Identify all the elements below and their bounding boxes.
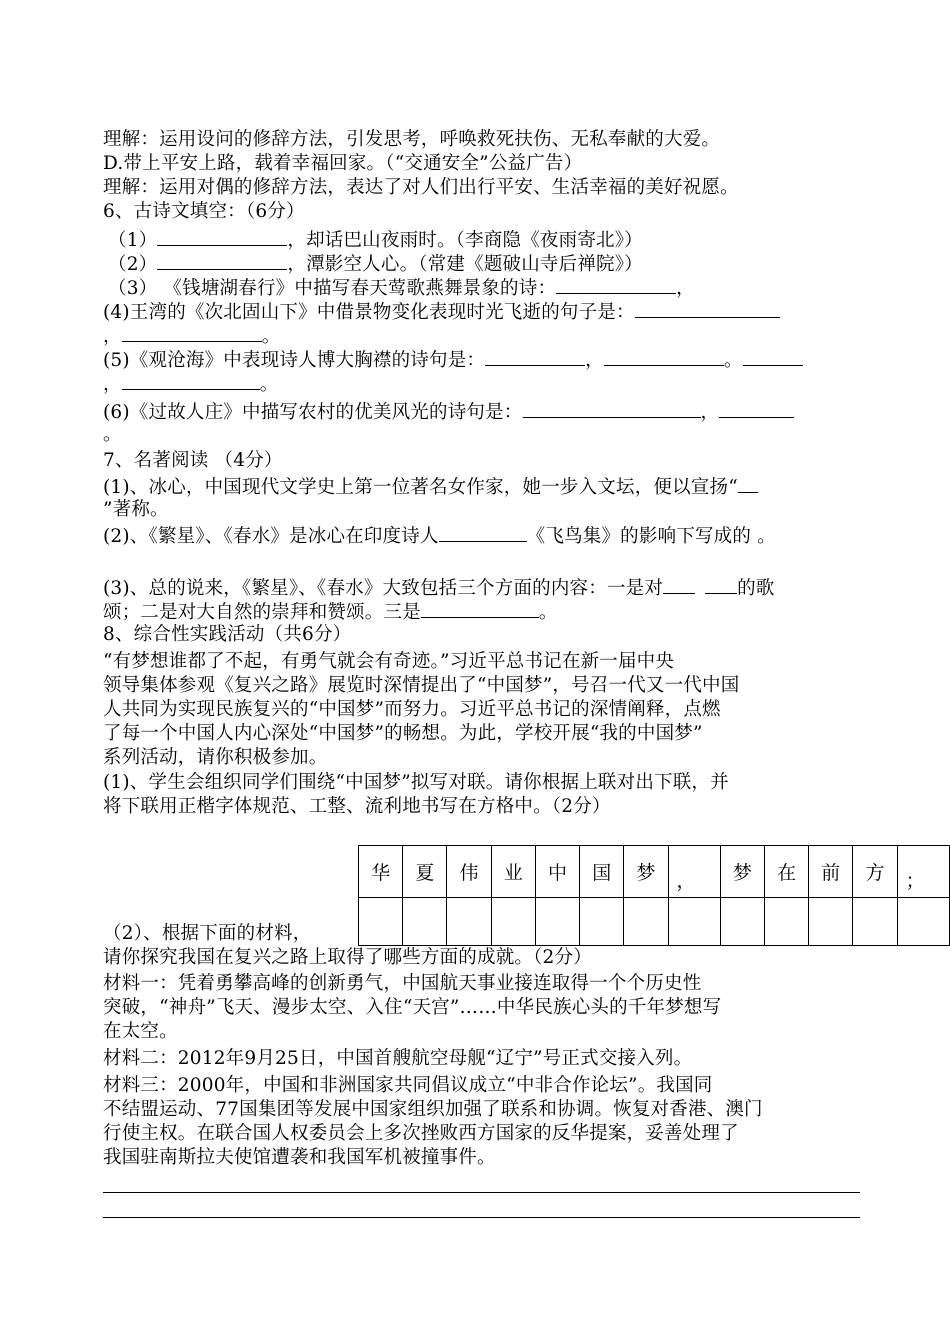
q7-3 [103,575,774,601]
comma: ， [103,326,122,347]
q8-1-cont: 将下联用正楷字体规范、工整、流利地书写在方格中。（2分） [103,796,611,817]
comma: ， [585,350,604,371]
q8-paragraph-line: 了每一个中国人内心深处“中国梦”的畅想。为此，学校开展“我的中国梦” [103,723,703,744]
q8-paragraph-line: 系列活动，请你积极参加。 [103,747,328,768]
q8-title: 8、综合性实践活动（共6分） [103,624,352,645]
blank[interactable] [556,275,676,294]
material-line: 行使主权。在联合国人权委员会上多次挫败西方国家的反华提案，妥善处理了 [103,1123,739,1144]
blank[interactable] [663,575,695,594]
q7-1-text: (1)、冰心，中国现代文学史上第一位著名女作家，她一步入文坛，便以宣扬“ [103,477,738,498]
q6-6 [103,399,794,425]
q7-3-text2: 颂；二是对大自然的崇拜和赞颂。三是 [103,602,421,623]
q7-3-text: (3)、总的说来，《繁星》、《春水》大致包括三个方面的内容：一是对 [103,578,664,599]
q7-2-text-end: 《飞鸟集》的影响下写成的 。 [526,526,776,547]
grid-cell: 方 [853,846,897,898]
answer-cell[interactable] [809,898,853,946]
blank[interactable] [439,523,527,542]
period: 。 [259,374,279,395]
answer-understanding-c: 理解：运用设问的修辞方法，引发思考，呼唤救死扶伤、无私奉献的大爱。 [103,129,721,150]
period: 。 [261,326,281,347]
q6-5-cont [103,371,278,397]
q6-2 [108,251,643,277]
q6-4-text: (4)王湾的《次北固山下》中借景物变化表现时光飞逝的句子是： [103,302,635,323]
blank[interactable] [523,399,701,418]
grid-cell: 国 [580,846,624,898]
q8-paragraph-line: 人共同为实现民族复兴的“中国梦”而努力。习近平总书记的深情阐释，点燃 [103,699,721,720]
grid-cell: 在 [764,846,808,898]
q6-1-text: ，却话巴山夜雨时。（李商隐《夜雨寄北》） [287,230,643,251]
q6-1-label: （1） [108,230,158,251]
answer-cell[interactable] [403,898,447,946]
grid-cell: 前 [809,846,853,898]
material-line: 在太空。 [103,1021,178,1042]
q7-2 [103,523,776,549]
q6-title: 6、古诗文填空：（6分） [103,201,305,222]
q8-paragraph-line: 领导集体参观《复兴之路》展览时深情提出了“中国梦”，号召一代又一代中国 [103,675,740,696]
material-line: 我国驻南斯拉夫使馆遭袭和我国军机被撞事件。 [103,1147,496,1168]
q7-title: 7、名著阅读 （4分） [103,450,283,471]
answer-line[interactable] [103,1192,860,1193]
period: 。 [538,602,558,623]
grid-cell: 华 [359,846,403,898]
q6-3-text: （3） 《钱塘湖春行》中描写春天莺歌燕舞景象的诗： [108,278,557,299]
answer-cell[interactable] [447,898,491,946]
blank[interactable] [738,474,758,493]
blank[interactable] [705,575,737,594]
blank[interactable] [421,599,539,618]
material-line: 不结盟运动、77国集团等发展中国家组织加强了联系和协调。恢复对香港、澳门 [103,1099,763,1120]
q6-5 [103,347,803,373]
q7-3-cont [103,599,558,625]
item-d: D.带上平安上路，载着幸福回家。（“交通安全”公益广告） [103,153,583,174]
grid-cell: 梦 [624,846,668,898]
q6-4-cont [103,323,280,349]
q6-3 [108,275,695,301]
q6-2-label: （2） [108,254,158,275]
answer-cell[interactable] [535,898,579,946]
couplet-answer-row [359,898,950,946]
blank[interactable] [635,299,780,318]
q8-paragraph-line: “有梦想谁都了不起，有勇气就会有奇迹。”习近平总书记在新一届中央 [103,651,675,672]
q7-3-suffix: 的歌 [737,578,775,599]
answer-cell[interactable] [720,898,764,946]
answer-cell[interactable] [853,898,897,946]
blank[interactable] [122,371,260,390]
material-line: 材料二：2012年9月25日，中国首艘航空母舰“辽宁”号正式交接入列。 [103,1048,693,1069]
answer-line[interactable] [103,1217,860,1218]
q6-5-text: (5)《观沧海》中表现诗人博大胸襟的诗句是： [103,350,486,371]
blank[interactable] [604,347,724,366]
q6-6-cont: 。 [103,424,122,445]
grid-cell: 中 [535,846,579,898]
comma: ， [700,402,720,423]
answer-cell[interactable] [359,898,403,946]
answer-cell[interactable] [668,898,720,946]
blank[interactable] [743,347,803,366]
q6-2-text: ，潭影空人心。（常建《题破山寺后禅院》） [287,254,643,275]
blank[interactable] [485,347,585,366]
grid-cell: 业 [491,846,535,898]
material-line: 突破，“神舟”飞天、漫步太空、入住“天宫”……中华民族心头的千年梦想写 [103,997,722,1018]
answer-cell[interactable] [764,898,808,946]
answer-cell[interactable] [897,898,949,946]
material-line: 材料三：2000年，中国和非洲国家共同倡议成立“中非合作论坛”。我国同 [103,1075,713,1096]
blank[interactable] [157,251,287,270]
q8-2-cont: 请你探究我国在复兴之路上取得了哪些方面的成就。（2分） [103,947,592,968]
q6-6-text: (6)《过故人庄》中描写农村的优美风光的诗句是： [103,402,523,423]
q6-4 [103,299,780,325]
period: 。 [723,350,743,371]
q6-1 [108,227,643,253]
q7-1 [103,474,758,500]
answer-understanding-d: 理解：运用对偶的修辞方法，表达了对人们出行平安、生活幸福的美好祝愿。 [103,177,739,198]
blank[interactable] [719,399,794,418]
answer-cell[interactable] [580,898,624,946]
answer-cell[interactable] [491,898,535,946]
answer-cell[interactable] [624,898,668,946]
grid-cell: 梦 [720,846,764,898]
q7-2-text: (2)、《繁星》、《春水》是冰心在印度诗人 [103,526,439,547]
comma: ， [676,278,695,299]
blank[interactable] [157,227,287,246]
comma: ， [103,374,122,395]
blank[interactable] [122,323,262,342]
grid-cell-semicolon: ； [897,846,949,898]
q7-1-cont: ”著称。 [103,499,169,520]
material-line: 材料一：凭着勇攀高峰的创新勇气，中国航天事业接连取得一个个历史性 [103,973,702,994]
couplet-grid [358,845,950,946]
q8-2: （2）、根据下面的材料， [103,923,312,944]
q8-1: (1)、学生会组织同学们围绕“中国梦”拟写对联。请你根据上联对出下联，并 [103,772,729,793]
grid-cell: 夏 [403,846,447,898]
grid-cell-comma: ， [668,846,720,898]
grid-cell: 伟 [447,846,491,898]
couplet-upper-row [359,846,950,898]
